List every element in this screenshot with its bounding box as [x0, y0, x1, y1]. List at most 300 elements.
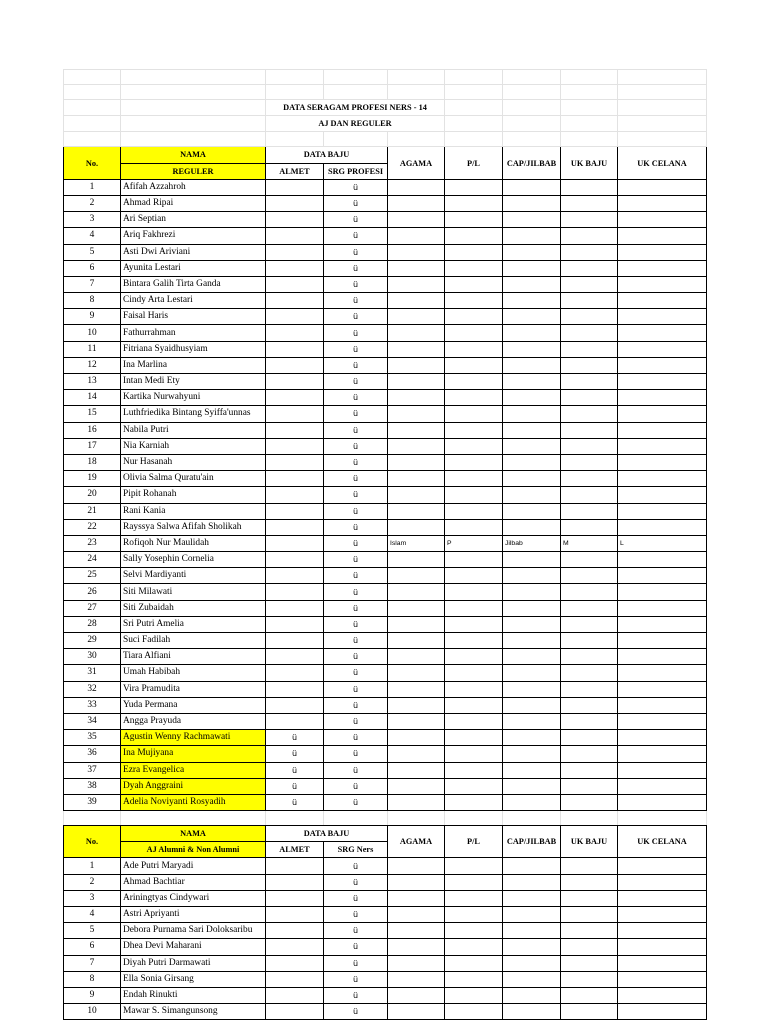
pl-cell[interactable] — [445, 616, 503, 632]
ukbaju-cell[interactable] — [561, 730, 618, 746]
agama-cell[interactable] — [388, 374, 445, 390]
almet-check[interactable] — [266, 955, 324, 971]
almet-check[interactable] — [266, 535, 324, 551]
pl-cell[interactable] — [445, 503, 503, 519]
pl-cell[interactable] — [445, 955, 503, 971]
ukcelana-cell[interactable] — [618, 890, 707, 906]
ukbaju-cell[interactable] — [561, 390, 618, 406]
ukbaju-cell[interactable] — [561, 907, 618, 923]
srg-check[interactable]: ü — [324, 519, 388, 535]
almet-check[interactable]: ü — [266, 730, 324, 746]
pl-cell[interactable] — [445, 422, 503, 438]
srg-check[interactable]: ü — [324, 309, 388, 325]
pl-cell[interactable] — [445, 179, 503, 195]
srg-check[interactable]: ü — [324, 390, 388, 406]
ukcelana-cell[interactable] — [618, 552, 707, 568]
cap-cell[interactable] — [503, 422, 561, 438]
agama-cell[interactable] — [388, 955, 445, 971]
ukcelana-cell[interactable] — [618, 649, 707, 665]
cap-cell[interactable] — [503, 730, 561, 746]
srg-check[interactable]: ü — [324, 357, 388, 373]
pl-cell[interactable] — [445, 778, 503, 794]
student-name[interactable]: Dhea Devi Maharani — [121, 939, 266, 955]
ukcelana-cell[interactable] — [618, 519, 707, 535]
agama-cell[interactable] — [388, 730, 445, 746]
cap-cell[interactable] — [503, 552, 561, 568]
ukbaju-cell[interactable] — [561, 584, 618, 600]
agama-cell[interactable] — [388, 794, 445, 810]
student-name[interactable]: Ari Septian — [121, 212, 266, 228]
cap-cell[interactable] — [503, 471, 561, 487]
ukcelana-cell[interactable] — [618, 179, 707, 195]
ukbaju-cell[interactable] — [561, 697, 618, 713]
student-name[interactable]: Agustin Wenny Rachmawati — [121, 730, 266, 746]
pl-cell[interactable] — [445, 260, 503, 276]
pl-cell[interactable] — [445, 228, 503, 244]
student-name[interactable]: Yuda Permana — [121, 697, 266, 713]
ukcelana-cell[interactable] — [618, 309, 707, 325]
srg-check[interactable]: ü — [324, 195, 388, 211]
ukbaju-cell[interactable]: M — [561, 535, 618, 551]
ukbaju-cell[interactable] — [561, 519, 618, 535]
agama-cell[interactable] — [388, 762, 445, 778]
student-name[interactable]: Rofiqoh Nur Maulidah — [121, 535, 266, 551]
cap-cell[interactable] — [503, 325, 561, 341]
ukcelana-cell[interactable] — [618, 971, 707, 987]
almet-check[interactable] — [266, 390, 324, 406]
ukcelana-cell[interactable] — [618, 874, 707, 890]
srg-check[interactable]: ü — [324, 762, 388, 778]
pl-cell[interactable] — [445, 519, 503, 535]
agama-cell[interactable] — [388, 649, 445, 665]
agama-cell[interactable] — [388, 665, 445, 681]
cap-cell[interactable] — [503, 616, 561, 632]
srg-check[interactable]: ü — [324, 179, 388, 195]
ukbaju-cell[interactable] — [561, 939, 618, 955]
ukbaju-cell[interactable] — [561, 665, 618, 681]
student-name[interactable]: Ariq Fakhrezi — [121, 228, 266, 244]
almet-check[interactable] — [266, 260, 324, 276]
agama-cell[interactable] — [388, 422, 445, 438]
almet-check[interactable]: ü — [266, 794, 324, 810]
srg-check[interactable]: ü — [324, 713, 388, 729]
agama-cell[interactable] — [388, 584, 445, 600]
student-name[interactable]: Astri Apriyanti — [121, 907, 266, 923]
pl-cell[interactable] — [445, 858, 503, 874]
pl-cell[interactable] — [445, 471, 503, 487]
almet-check[interactable] — [266, 923, 324, 939]
cap-cell[interactable] — [503, 907, 561, 923]
cap-cell[interactable] — [503, 955, 561, 971]
srg-check[interactable]: ü — [324, 568, 388, 584]
pl-cell[interactable] — [445, 987, 503, 1003]
cap-cell[interactable] — [503, 762, 561, 778]
student-name[interactable]: Adelia Noviyanti Rosyadih — [121, 794, 266, 810]
almet-check[interactable] — [266, 438, 324, 454]
agama-cell[interactable] — [388, 195, 445, 211]
cap-cell[interactable] — [503, 568, 561, 584]
student-name[interactable]: Ade Putri Maryadi — [121, 858, 266, 874]
almet-check[interactable] — [266, 179, 324, 195]
pl-cell[interactable] — [445, 374, 503, 390]
pl-cell[interactable] — [445, 923, 503, 939]
ukcelana-cell[interactable] — [618, 600, 707, 616]
agama-cell[interactable] — [388, 874, 445, 890]
ukcelana-cell[interactable] — [618, 244, 707, 260]
almet-check[interactable] — [266, 874, 324, 890]
student-name[interactable]: Siti Zubaidah — [121, 600, 266, 616]
cap-cell[interactable] — [503, 357, 561, 373]
agama-cell[interactable] — [388, 568, 445, 584]
agama-cell[interactable] — [388, 616, 445, 632]
almet-check[interactable] — [266, 1004, 324, 1020]
ukbaju-cell[interactable] — [561, 228, 618, 244]
cap-cell[interactable] — [503, 665, 561, 681]
almet-check[interactable] — [266, 422, 324, 438]
pl-cell[interactable] — [445, 568, 503, 584]
srg-check[interactable]: ü — [324, 325, 388, 341]
pl-cell[interactable] — [445, 971, 503, 987]
srg-check[interactable]: ü — [324, 616, 388, 632]
ukcelana-cell[interactable] — [618, 665, 707, 681]
cap-cell[interactable] — [503, 374, 561, 390]
agama-cell[interactable] — [388, 971, 445, 987]
pl-cell[interactable] — [445, 874, 503, 890]
ukcelana-cell[interactable] — [618, 923, 707, 939]
student-name[interactable]: Dyah Anggraini — [121, 778, 266, 794]
ukbaju-cell[interactable] — [561, 503, 618, 519]
almet-check[interactable] — [266, 681, 324, 697]
cap-cell[interactable] — [503, 971, 561, 987]
ukcelana-cell[interactable] — [618, 422, 707, 438]
pl-cell[interactable] — [445, 633, 503, 649]
agama-cell[interactable] — [388, 179, 445, 195]
student-name[interactable]: Bintara Galih Tirta Ganda — [121, 276, 266, 292]
cap-cell[interactable] — [503, 487, 561, 503]
student-name[interactable]: Debora Purnama Sari Doloksaribu — [121, 923, 266, 939]
srg-check[interactable]: ü — [324, 374, 388, 390]
ukcelana-cell[interactable] — [618, 1004, 707, 1020]
agama-cell[interactable] — [388, 438, 445, 454]
pl-cell[interactable] — [445, 390, 503, 406]
ukcelana-cell[interactable] — [618, 907, 707, 923]
ukbaju-cell[interactable] — [561, 438, 618, 454]
pl-cell[interactable] — [445, 552, 503, 568]
ukcelana-cell[interactable] — [618, 374, 707, 390]
student-name[interactable]: Mawar S. Simangunsong — [121, 1004, 266, 1020]
agama-cell[interactable] — [388, 858, 445, 874]
srg-check[interactable]: ü — [324, 987, 388, 1003]
almet-check[interactable] — [266, 454, 324, 470]
cap-cell[interactable] — [503, 584, 561, 600]
almet-check[interactable]: ü — [266, 778, 324, 794]
srg-check[interactable]: ü — [324, 874, 388, 890]
student-name[interactable]: Ayunita Lestari — [121, 260, 266, 276]
student-name[interactable]: Cindy Arta Lestari — [121, 293, 266, 309]
srg-check[interactable]: ü — [324, 503, 388, 519]
agama-cell[interactable] — [388, 503, 445, 519]
ukcelana-cell[interactable] — [618, 730, 707, 746]
ukcelana-cell[interactable] — [618, 762, 707, 778]
agama-cell[interactable] — [388, 519, 445, 535]
almet-check[interactable] — [266, 374, 324, 390]
ukcelana-cell[interactable] — [618, 293, 707, 309]
ukbaju-cell[interactable] — [561, 616, 618, 632]
cap-cell[interactable] — [503, 939, 561, 955]
almet-check[interactable] — [266, 293, 324, 309]
cap-cell[interactable] — [503, 600, 561, 616]
ukbaju-cell[interactable] — [561, 713, 618, 729]
cap-cell[interactable] — [503, 293, 561, 309]
student-name[interactable]: Tiara Alfiani — [121, 649, 266, 665]
pl-cell[interactable] — [445, 244, 503, 260]
almet-check[interactable] — [266, 713, 324, 729]
cap-cell[interactable] — [503, 519, 561, 535]
ukbaju-cell[interactable] — [561, 955, 618, 971]
student-name[interactable]: Ariningtyas Cindywari — [121, 890, 266, 906]
pl-cell[interactable] — [445, 762, 503, 778]
ukbaju-cell[interactable] — [561, 212, 618, 228]
pl-cell[interactable] — [445, 309, 503, 325]
srg-check[interactable]: ü — [324, 633, 388, 649]
ukbaju-cell[interactable] — [561, 746, 618, 762]
srg-check[interactable]: ü — [324, 890, 388, 906]
agama-cell[interactable]: Islam — [388, 535, 445, 551]
cap-cell[interactable] — [503, 874, 561, 890]
agama-cell[interactable] — [388, 260, 445, 276]
ukcelana-cell[interactable] — [618, 212, 707, 228]
ukbaju-cell[interactable] — [561, 633, 618, 649]
ukbaju-cell[interactable] — [561, 341, 618, 357]
srg-check[interactable]: ü — [324, 600, 388, 616]
pl-cell[interactable] — [445, 276, 503, 292]
pl-cell[interactable] — [445, 600, 503, 616]
agama-cell[interactable] — [388, 778, 445, 794]
srg-check[interactable]: ü — [324, 212, 388, 228]
student-name[interactable]: Intan Medi Ety — [121, 374, 266, 390]
pl-cell[interactable] — [445, 907, 503, 923]
pl-cell[interactable] — [445, 454, 503, 470]
agama-cell[interactable] — [388, 681, 445, 697]
student-name[interactable]: Endah Rinukti — [121, 987, 266, 1003]
agama-cell[interactable] — [388, 293, 445, 309]
ukbaju-cell[interactable] — [561, 276, 618, 292]
cap-cell[interactable] — [503, 987, 561, 1003]
student-name[interactable]: Ezra Evangelica — [121, 762, 266, 778]
agama-cell[interactable] — [388, 325, 445, 341]
ukcelana-cell[interactable] — [618, 487, 707, 503]
almet-check[interactable] — [266, 228, 324, 244]
cap-cell[interactable] — [503, 649, 561, 665]
ukcelana-cell[interactable] — [618, 584, 707, 600]
cap-cell[interactable] — [503, 276, 561, 292]
almet-check[interactable]: ü — [266, 762, 324, 778]
almet-check[interactable] — [266, 890, 324, 906]
agama-cell[interactable] — [388, 939, 445, 955]
cap-cell[interactable] — [503, 406, 561, 422]
student-name[interactable]: Siti Milawati — [121, 584, 266, 600]
cap-cell[interactable] — [503, 341, 561, 357]
ukcelana-cell[interactable] — [618, 939, 707, 955]
student-name[interactable]: Pipit Rohanah — [121, 487, 266, 503]
student-name[interactable]: Ina Mujiyana — [121, 746, 266, 762]
ukbaju-cell[interactable] — [561, 1004, 618, 1020]
student-name[interactable]: Suci Fadilah — [121, 633, 266, 649]
almet-check[interactable] — [266, 341, 324, 357]
ukbaju-cell[interactable] — [561, 971, 618, 987]
srg-check[interactable]: ü — [324, 260, 388, 276]
almet-check[interactable] — [266, 357, 324, 373]
student-name[interactable]: Ahmad Ripai — [121, 195, 266, 211]
pl-cell[interactable] — [445, 487, 503, 503]
almet-check[interactable] — [266, 487, 324, 503]
ukcelana-cell[interactable] — [618, 276, 707, 292]
cap-cell[interactable] — [503, 503, 561, 519]
student-name[interactable]: Sri Putri Amelia — [121, 616, 266, 632]
pl-cell[interactable] — [445, 890, 503, 906]
student-name[interactable]: Ella Sonia Girsang — [121, 971, 266, 987]
ukbaju-cell[interactable] — [561, 987, 618, 1003]
almet-check[interactable] — [266, 939, 324, 955]
student-name[interactable]: Sally Yosephin Cornelia — [121, 552, 266, 568]
student-name[interactable]: Nur Hasanah — [121, 454, 266, 470]
srg-check[interactable]: ü — [324, 955, 388, 971]
srg-check[interactable]: ü — [324, 939, 388, 955]
student-name[interactable]: Asti Dwi Ariviani — [121, 244, 266, 260]
srg-check[interactable]: ü — [324, 422, 388, 438]
almet-check[interactable] — [266, 406, 324, 422]
almet-check[interactable] — [266, 244, 324, 260]
student-name[interactable]: Luthfriedika Bintang Syiffa'unnas — [121, 406, 266, 422]
almet-check[interactable] — [266, 600, 324, 616]
student-name[interactable]: Nia Karniah — [121, 438, 266, 454]
pl-cell[interactable] — [445, 438, 503, 454]
ukcelana-cell[interactable] — [618, 858, 707, 874]
srg-check[interactable]: ü — [324, 487, 388, 503]
cap-cell[interactable] — [503, 390, 561, 406]
almet-check[interactable] — [266, 697, 324, 713]
cap-cell[interactable] — [503, 438, 561, 454]
agama-cell[interactable] — [388, 600, 445, 616]
srg-check[interactable]: ü — [324, 778, 388, 794]
ukbaju-cell[interactable] — [561, 260, 618, 276]
pl-cell[interactable] — [445, 406, 503, 422]
cap-cell[interactable] — [503, 212, 561, 228]
srg-check[interactable]: ü — [324, 649, 388, 665]
agama-cell[interactable] — [388, 633, 445, 649]
agama-cell[interactable] — [388, 890, 445, 906]
almet-check[interactable] — [266, 633, 324, 649]
pl-cell[interactable] — [445, 713, 503, 729]
ukcelana-cell[interactable]: L — [618, 535, 707, 551]
pl-cell[interactable] — [445, 794, 503, 810]
cap-cell[interactable] — [503, 681, 561, 697]
srg-check[interactable]: ü — [324, 293, 388, 309]
student-name[interactable]: Vira Pramudita — [121, 681, 266, 697]
student-name[interactable]: Afifah Azzahroh — [121, 179, 266, 195]
agama-cell[interactable] — [388, 923, 445, 939]
agama-cell[interactable] — [388, 276, 445, 292]
ukcelana-cell[interactable] — [618, 325, 707, 341]
agama-cell[interactable] — [388, 390, 445, 406]
student-name[interactable]: Rani Kania — [121, 503, 266, 519]
pl-cell[interactable] — [445, 212, 503, 228]
srg-check[interactable]: ü — [324, 923, 388, 939]
ukbaju-cell[interactable] — [561, 195, 618, 211]
cap-cell[interactable] — [503, 179, 561, 195]
ukcelana-cell[interactable] — [618, 746, 707, 762]
almet-check[interactable] — [266, 471, 324, 487]
agama-cell[interactable] — [388, 471, 445, 487]
pl-cell[interactable] — [445, 697, 503, 713]
ukbaju-cell[interactable] — [561, 568, 618, 584]
agama-cell[interactable] — [388, 228, 445, 244]
ukbaju-cell[interactable] — [561, 858, 618, 874]
pl-cell[interactable] — [445, 584, 503, 600]
pl-cell[interactable] — [445, 1004, 503, 1020]
ukcelana-cell[interactable] — [618, 681, 707, 697]
almet-check[interactable] — [266, 971, 324, 987]
cap-cell[interactable] — [503, 454, 561, 470]
agama-cell[interactable] — [388, 244, 445, 260]
ukbaju-cell[interactable] — [561, 487, 618, 503]
almet-check[interactable] — [266, 276, 324, 292]
almet-check[interactable] — [266, 665, 324, 681]
pl-cell[interactable] — [445, 325, 503, 341]
agama-cell[interactable] — [388, 987, 445, 1003]
ukbaju-cell[interactable] — [561, 794, 618, 810]
cap-cell[interactable] — [503, 890, 561, 906]
ukbaju-cell[interactable] — [561, 923, 618, 939]
almet-check[interactable] — [266, 568, 324, 584]
ukbaju-cell[interactable] — [561, 374, 618, 390]
ukcelana-cell[interactable] — [618, 955, 707, 971]
srg-check[interactable]: ü — [324, 1004, 388, 1020]
srg-check[interactable]: ü — [324, 858, 388, 874]
ukcelana-cell[interactable] — [618, 987, 707, 1003]
ukcelana-cell[interactable] — [618, 633, 707, 649]
almet-check[interactable] — [266, 616, 324, 632]
agama-cell[interactable] — [388, 487, 445, 503]
srg-check[interactable]: ü — [324, 341, 388, 357]
almet-check[interactable] — [266, 552, 324, 568]
student-name[interactable]: Angga Prayuda — [121, 713, 266, 729]
srg-check[interactable]: ü — [324, 907, 388, 923]
student-name[interactable]: Diyah Putri Darmawati — [121, 955, 266, 971]
almet-check[interactable] — [266, 309, 324, 325]
ukbaju-cell[interactable] — [561, 422, 618, 438]
ukcelana-cell[interactable] — [618, 471, 707, 487]
cap-cell[interactable] — [503, 1004, 561, 1020]
agama-cell[interactable] — [388, 1004, 445, 1020]
ukbaju-cell[interactable] — [561, 874, 618, 890]
cap-cell[interactable] — [503, 697, 561, 713]
ukcelana-cell[interactable] — [618, 454, 707, 470]
ukcelana-cell[interactable] — [618, 260, 707, 276]
ukcelana-cell[interactable] — [618, 713, 707, 729]
ukbaju-cell[interactable] — [561, 406, 618, 422]
agama-cell[interactable] — [388, 454, 445, 470]
ukcelana-cell[interactable] — [618, 616, 707, 632]
ukbaju-cell[interactable] — [561, 681, 618, 697]
srg-check[interactable]: ü — [324, 535, 388, 551]
srg-check[interactable]: ü — [324, 681, 388, 697]
ukbaju-cell[interactable] — [561, 325, 618, 341]
agama-cell[interactable] — [388, 212, 445, 228]
ukbaju-cell[interactable] — [561, 552, 618, 568]
agama-cell[interactable] — [388, 746, 445, 762]
cap-cell[interactable] — [503, 195, 561, 211]
